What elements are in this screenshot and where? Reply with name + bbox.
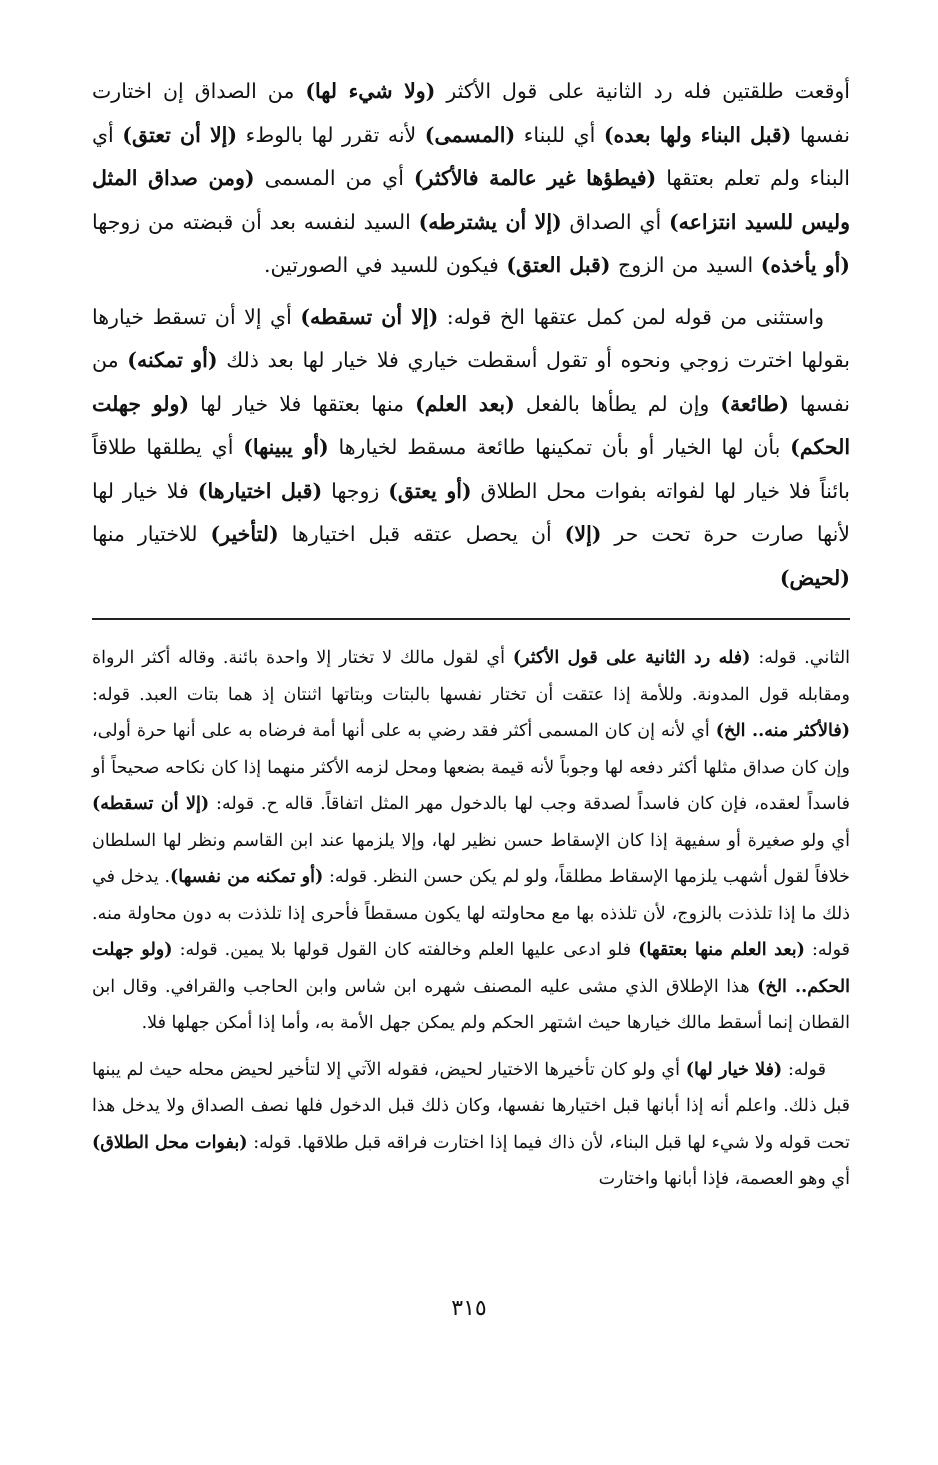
bold-matn-text: (فيطؤها غير عالمة فالأكثر) <box>413 166 657 190</box>
bold-matn-text: (ولا شيء لها) <box>305 79 436 103</box>
text-run: منها بعتقها فلا خيار لها <box>189 391 416 416</box>
main-text <box>92 70 850 600</box>
text-run: هذا الإطلاق الذي مشى عليه المصنف شهره ابن شاس وابن الحاجب والقرافي. وقال ابن القطان إنما أسقط مالك خيارها حيث اشتهر الحكم ولم يمكن جهل الأمة به، وأما إذا أمكن جهلها فلا. <box>92 976 850 1033</box>
bold-matn-text: (أو يبينها) <box>243 435 329 459</box>
bold-matn-text: (بفوات محل الطلاق) <box>92 1132 248 1153</box>
note-paragraph <box>92 1052 850 1198</box>
text-run: للاختيار منها <box>92 522 211 546</box>
text-run: أي لأنه إن كان المسمى أكثر فقد رضي به على أنها أمة فرضاه به على أنها حرة أولى، وإن كان صداق مثلها أكثر دفعه لها وجوباً لأنه قيمة بضعها ومحل لزمه الأكثر منهما إذا كان نكاحه صحيحاً أو فاسداً لعقده، فإن كان فاسداً لصدقة وجب لها بالدخول مهر المثل اتفاقاً. قاله ح. قوله: <box>92 721 850 814</box>
page-number: ٣١٥ <box>451 1296 487 1321</box>
bold-matn-text: (ومن صداق المثل وليس للسيد انتزاعه) <box>92 166 851 234</box>
main-paragraph <box>92 70 850 288</box>
text-run: أوقعت طلقتين فله رد الثانية على قول الأكثر <box>435 79 851 103</box>
text-run: أي لقول مالك لا تختار إلا واحدة بائنة. وقاله أكثر الرواة ومقابله قول المدونة. وللأمة إذا عتقت أن تختار نفسها بالبتات وبتاتها اثنتان إذ هما بتات العبد. قوله: <box>92 648 850 705</box>
text-run: أي البناء ولم تعلم بعتقها <box>92 122 850 190</box>
text-run: من نفسها <box>92 348 850 416</box>
text-run: أي وهو العصمة، فإذا أبانها واختارت <box>598 1169 850 1189</box>
text-run: قوله: <box>782 1059 826 1080</box>
text-run: أي من المسمى <box>254 166 414 190</box>
bold-matn-text: (إلا أن يشترطه) <box>418 209 562 234</box>
text-run: وإن لم يطأها بالفعل <box>514 391 721 416</box>
bold-matn-text: (بعد العلم منها بعتقها) <box>638 940 805 960</box>
text-run: فيكون للسيد في الصورتين. <box>263 253 507 277</box>
text-run: من الصداق إن اختارت نفسها <box>92 79 850 147</box>
bold-matn-text: (أو تمكنه من نفسها) <box>170 867 324 887</box>
bold-matn-text: (لتأخير) <box>210 522 279 546</box>
bold-matn-text: (إلا أن تسقطه) <box>300 304 439 329</box>
bold-matn-text: (أو تمكنه) <box>127 348 218 372</box>
text-run: فلا خيار لها لأنها صارت حرة تحت حر <box>92 478 850 546</box>
text-run: السيد لنفسه بعد أن قبضته من زوجها <box>92 209 419 234</box>
note-paragraph <box>92 640 850 1042</box>
bold-matn-text: (المسمى) <box>424 122 516 147</box>
footnote-divider <box>92 618 850 620</box>
bold-matn-text: (فلا خيار لها) <box>685 1059 783 1080</box>
text-run: زوجها <box>322 478 389 503</box>
bold-matn-text: (طائعة) <box>720 391 789 416</box>
bold-matn-text: (أو يعتق) <box>388 478 472 503</box>
bold-matn-text: (أو يأخذه) <box>760 253 850 277</box>
text-run: لأنه تقرر لها بالوطء <box>237 122 425 147</box>
bold-matn-text: (ولو جهلت الحكم) <box>92 391 851 459</box>
bold-matn-text: (قبل اختيارها) <box>197 478 323 503</box>
text-run: أي للبناء <box>515 122 604 147</box>
bold-matn-text: (قبل العتق) <box>506 253 611 277</box>
text-run: أن يحصل عتقه قبل اختيارها <box>278 522 565 546</box>
text-run: أي إلا أن تسقط خيارها بقولها اخترت زوجي ونحوه أو تقول أسقطت خياري فلا خيار لها بعد ذلك <box>92 304 850 372</box>
text-run: واستثنى من قوله لمن كمل عتقها الخ قوله: <box>438 304 825 329</box>
bold-matn-text: (إلا أن تسقطه) <box>92 794 210 814</box>
bold-matn-text: (بعد العلم) <box>415 391 515 416</box>
bold-matn-text: (إلا) <box>564 522 602 546</box>
text-run: . يدخل في ذلك ما إذا تلذذت بالزوج، لأن تلذذه بها مع محاولته لها يكون مسقطاً فأحرى إذا تلذذت به دون محاولة منه. قوله: <box>92 867 850 960</box>
text-run: فلو ادعى عليها العلم وخالفته كان القول قولها بلا يمين. قوله: <box>172 940 639 960</box>
bold-matn-text: (فالأكثر منه.. الخ) <box>715 721 850 741</box>
commentary-notes <box>92 640 850 1198</box>
text-run: أي ولو كان تأخيرها الاختيار لحيض، فقوله الآتي إلا لتأخير لحيض محله حيث لم يبنها قبل ذلك. واعلم أنه إذا أبانها قبل اختيارها نفسها، وكان ذلك قبل الدخول فلها نصف الصداق ولا يدخل هذا تحت قوله ولا شيء لها قبل البناء، لأن ذاك فيما إذا اختارت فراقه قبل طلاقها. قوله: <box>92 1059 850 1153</box>
text-run: أي يطلقها طلاقاً بائناً فلا خيار لها لفواته بفوات محل الطلاق <box>92 435 850 503</box>
text-run: الثاني. قوله: <box>750 648 851 668</box>
text-run: السيد من الزوج <box>610 253 761 277</box>
main-paragraph <box>92 296 850 601</box>
bold-matn-text: (ولو جهلت الحكم.. الخ) <box>92 940 850 997</box>
text-run: أي ولو صغيرة أو سفيهة إذا كان الإسقاط حسن نظير لها، وإلا يلزمها عند ابن القاسم ونظر لها السلطان خلافاً لقول أشهب يلزمها الإسقاط مطلقاً، ولو لم يكن حسن النظر. قوله: <box>92 830 850 887</box>
bold-matn-text: (لحيض) <box>779 565 850 590</box>
bold-matn-text: (فله رد الثانية على قول الأكثر) <box>512 648 751 668</box>
bold-matn-text: (قبل البناء ولها بعده) <box>603 122 792 147</box>
book-page <box>92 70 850 1208</box>
bold-matn-text: (إلا أن تعتق) <box>122 122 238 147</box>
text-run: بأن لها الخيار أو بأن تمكينها طائعة مسقط لخيارها <box>328 435 791 459</box>
text-run: أي الصداق <box>561 209 669 234</box>
